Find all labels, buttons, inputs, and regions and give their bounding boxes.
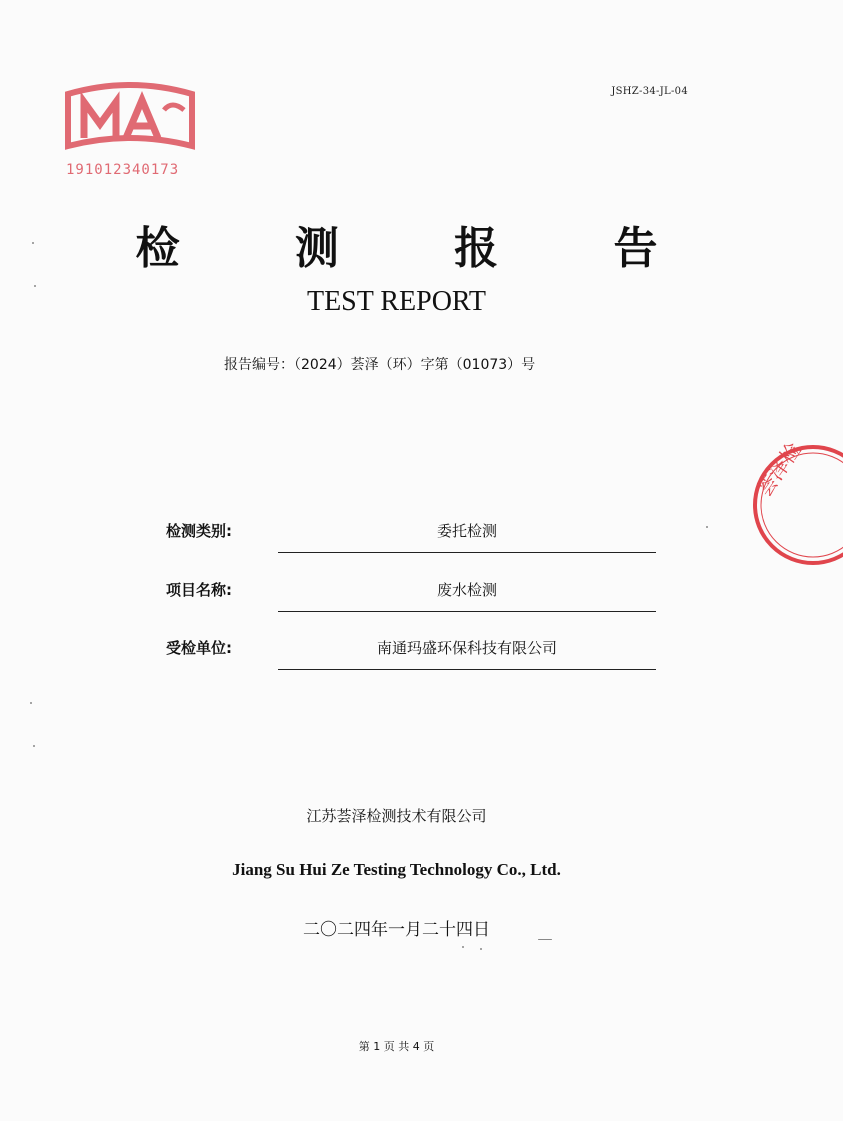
field-test-category [166,520,656,560]
report-title-chinese: 检 测 报 告 [135,223,708,274]
report-title-english: TEST REPORT [306,286,487,317]
field-value: 废水检测 [436,581,497,599]
cma-certificate-number: 191012340173 [66,162,180,178]
report-number: 报告编号：（2024）荟泽（环）字第（01073）号 [224,357,536,373]
seal-text: 荟泽检 [751,438,806,502]
field-label: 检测类别: [166,522,232,540]
field-underline [278,611,656,612]
field-label: 项目名称: [166,581,232,599]
field-value: 南通玛盛环保科技有限公司 [376,639,557,657]
field-project-name [166,579,656,619]
report-date: 二〇二四年一月二十四日 [303,920,490,940]
company-seal-icon [733,440,843,570]
field-value: 委托检测 [436,522,497,540]
field-underline [278,552,656,553]
page-number: 第 1 页 共 4 页 [358,1040,435,1053]
field-inspected-unit [166,637,656,677]
company-name-chinese: 江苏荟泽检测技术有限公司 [306,807,487,825]
form-code: JSHZ-34-JL-04 [611,86,688,97]
company-name-english: Jiang Su Hui Ze Testing Technology Co., Ltd. [232,860,561,879]
field-underline [278,669,656,670]
field-label: 受检单位: [166,639,232,657]
